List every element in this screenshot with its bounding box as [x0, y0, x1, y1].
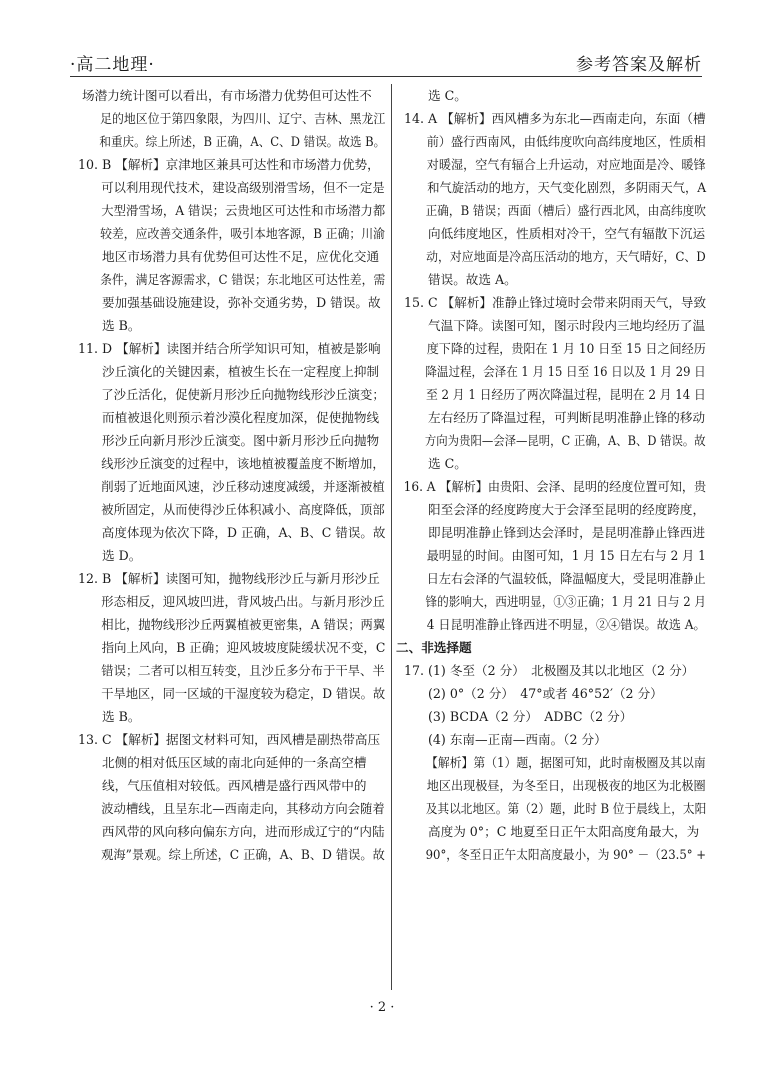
text-line [396, 682, 706, 705]
line-text: 干旱地区，同一区域的干湿度较为稳定，D 错误。故 [101, 686, 386, 701]
text-line [396, 567, 706, 590]
text-line [70, 590, 385, 613]
text-line [396, 84, 706, 107]
line-text: 及其以北地区。第（2）题，此时 B 位于晨线上，太阳 [425, 801, 707, 816]
line-text: 形态相反，迎风坡凹进，背风坡凸出。与新月形沙丘 [101, 594, 385, 609]
line-text: 错误。故选 A。 [428, 272, 517, 287]
question-number: 15. [403, 295, 424, 310]
line-text: 选 C。 [428, 456, 467, 471]
line-text: 选 B。 [102, 709, 141, 724]
line-text: 前）盛行西南风，由低纬度吹向高纬度地区，性质相 [426, 134, 706, 149]
line-text: C 【解析】据图文材料可知，西风槽是副热带高压 [102, 732, 381, 747]
text-line [70, 199, 386, 222]
text-line [396, 107, 706, 130]
line-text: 选 D。 [102, 548, 142, 563]
text-line [70, 107, 386, 130]
text-line [396, 843, 707, 866]
line-text: 至 2 月 1 日经历了两次降温过程，昆明在 2 月 14 日 [425, 387, 706, 402]
line-text: 方向为贵阳—会泽—昆明，C 正确，A、B、D 错误。故 [424, 433, 706, 448]
line-text: 可以利用现代技术，建设高级别滑雪场，但不一定是 [101, 180, 385, 195]
line-text: 足的地区位于第四象限，为四川、辽宁、吉林、黑龙江 [100, 111, 386, 126]
text-line [396, 797, 707, 820]
text-line [70, 659, 385, 682]
line-text: (1) 冬至（2 分） 北极圈及其以北地区（2 分） [428, 663, 695, 678]
text-line [70, 84, 385, 107]
text-line [70, 751, 385, 774]
text-line [70, 567, 385, 590]
text-line [396, 153, 706, 176]
line-text: 大型滑雪场，A 错误；云贵地区可达性和市场潜力都 [101, 203, 386, 218]
line-text: 线，气压值相对较低。西风槽是盛行西风带中的 [102, 778, 367, 793]
line-text: 【解析】第（1）题，据图可知，此时南极圈及其以南 [426, 755, 706, 770]
text-line [396, 590, 706, 613]
text-line [396, 475, 707, 498]
line-text: 高度为 0°；C 地夏至日正午太阳高度角最大，为 [428, 824, 700, 839]
column-divider [391, 84, 392, 990]
text-line [396, 383, 706, 406]
line-text: A 【解析】西风槽多为东北—西南走向，东面（槽 [428, 111, 706, 126]
line-text: 4 日昆明准静止锋西进不明显，②④错误。故选 A。 [426, 617, 706, 632]
text-line [396, 245, 706, 268]
text-line [70, 452, 385, 475]
question-number: 17. [403, 663, 424, 678]
text-line [70, 498, 385, 521]
line-text: 向低纬度地区，性质相对冷干，空气有辐散下沉运 [428, 226, 706, 241]
text-line [396, 406, 706, 429]
text-line [70, 153, 385, 176]
line-text: 气温下降。读图可知，图示时段内三地均经历了温 [428, 318, 706, 333]
text-line [70, 774, 385, 797]
text-line [396, 291, 706, 314]
line-text: 和气旋活动的地方，天气变化剧烈，多阴雨天气，A [427, 180, 707, 195]
line-text: 被所固定，从而使得沙丘体积减小、高度降低，顶部 [101, 502, 385, 517]
text-line [396, 705, 706, 728]
text-line [70, 383, 385, 406]
question-number: 10. [77, 157, 98, 172]
text-line [396, 222, 706, 245]
text-line [396, 337, 706, 360]
line-text: (4) 东南—正南—西南。（2 分） [428, 732, 607, 747]
text-line [70, 130, 386, 153]
text-line [70, 728, 385, 751]
line-text: 正确，B 错误；西面（槽后）盛行西北风，由高纬度吹 [425, 203, 706, 218]
right-column [396, 84, 706, 866]
text-line [396, 452, 706, 475]
left-column [70, 84, 385, 866]
text-line [70, 636, 386, 659]
section-heading [396, 636, 706, 659]
line-text: 场潜力统计图可以看出，有市场潜力优势但可达性不 [82, 88, 372, 103]
line-text: 高度体现为依次下降，D 正确，A、B、C 错误。故 [101, 525, 386, 540]
line-text: 波动槽线，且呈东北—西南走向，其移动方向会随着 [101, 801, 385, 816]
text-line [70, 360, 385, 383]
text-line [396, 429, 706, 452]
line-text: 观海”景观。综上所述，C 正确，A、B、D 错误。故 [101, 847, 385, 862]
line-text: 较差，应改善交通条件，吸引本地客源，B 正确；川渝 [100, 226, 385, 241]
subject-label: ·高二地理· [70, 55, 155, 75]
text-line [70, 245, 385, 268]
text-line [70, 268, 386, 291]
text-line [396, 613, 706, 636]
line-text: 度下降的过程，贵阳在 1 月 10 日至 15 日之间经历 [426, 341, 706, 356]
line-text: 地区出现极昼，为冬至日，出现极夜的地区为北极圈 [426, 778, 706, 793]
text-line [70, 429, 385, 452]
line-text: 对暖湿，空气有辐合上升运动，对应地面是冷、暖锋 [426, 157, 706, 172]
text-line [396, 728, 706, 751]
question-number: 12. [77, 571, 98, 586]
line-text: 条件，满足客源需求，C 错误；东北地区可达性差，需 [100, 272, 386, 287]
line-text: 线形沙丘演变的过程中，该地植被覆盖度不断增加， [101, 456, 385, 471]
line-text: 北侧的相对低压区域的南北向延伸的一条高空槽 [102, 755, 367, 770]
text-line [70, 314, 385, 337]
line-text: 降温过程，会泽在 1 月 15 日至 16 日以及 1 月 29 日 [425, 364, 706, 379]
line-text: (2) 0°（2 分） 47°或者 46°52′（2 分） [428, 686, 663, 701]
line-text: 而植被退化则预示着沙漠化程度加深，促使抛物线 [102, 410, 380, 425]
text-line [396, 751, 706, 774]
line-text: 相比，抛物线形沙丘两翼植被更密集，A 错误；两翼 [101, 617, 386, 632]
text-line [70, 475, 385, 498]
line-text: 沙丘演化的关键因素，植被生长在一定程度上抑制 [102, 364, 380, 379]
text-line [70, 222, 385, 245]
text-line [70, 337, 385, 360]
text-line [70, 176, 385, 199]
text-line [396, 820, 706, 843]
line-text: 动，对应地面是冷高压活动的地方，天气晴好，C、D [426, 249, 706, 264]
line-text: 锋的影响大，西进明显，①③正确；1 月 21 日与 2 月 [425, 594, 706, 609]
line-text: 阳至会泽的经度跨度大于会泽至昆明的经度跨度， [428, 502, 706, 517]
text-line [396, 544, 706, 567]
line-text: (3) BCDA（2 分） ADBC（2 分） [428, 709, 633, 724]
text-line [396, 659, 706, 682]
line-text: 选 B。 [102, 318, 141, 333]
line-text: D 【解析】读图并结合所学知识可知，植被是影响 [102, 341, 381, 356]
text-line [396, 199, 706, 222]
line-text: 削弱了近地面风速，沙丘移动速度减缓，并逐渐被植 [101, 479, 385, 494]
text-line [396, 176, 707, 199]
question-number: 16. [403, 479, 423, 494]
line-text: C 【解析】准静止锋过境时会带来阴雨天气，导致 [428, 295, 707, 310]
text-line [70, 544, 385, 567]
line-text: 地区市场潜力具有优势但可达性不足，应优化交通 [102, 249, 380, 264]
text-line [70, 797, 385, 820]
line-text: 日左右会泽的气温较低，降温幅度大，受昆明准静止 [426, 571, 706, 586]
line-text: 指向上风向，B 正确；迎风坡坡度陡缓状况不变，C [101, 640, 386, 655]
line-text: B 【解析】京津地区兼具可达性和市场潜力优势， [102, 157, 380, 172]
page-number: · 2 · [369, 1000, 395, 1015]
line-text: 最明显的时间。由图可知，1 月 15 日左右与 2 月 1 [426, 548, 706, 563]
text-line [70, 613, 386, 636]
question-number: 11. [77, 341, 98, 356]
line-text: 即昆明准静止锋到达会泽时，是昆明准静止锋西进 [428, 525, 706, 540]
text-line [396, 268, 706, 291]
text-line [70, 682, 386, 705]
text-line [70, 291, 385, 314]
page-header [70, 46, 702, 74]
text-line [70, 406, 385, 429]
line-text: 左右经历了降温过程，可判断昆明准静止锋的移动 [428, 410, 706, 425]
text-line [70, 705, 385, 728]
line-text: 错误；二者可以相互转变，且沙丘多分布于干旱、半 [101, 663, 385, 678]
question-number: 14. [403, 111, 424, 126]
line-text: B 【解析】读图可知，抛物线形沙丘与新月形沙丘 [102, 571, 380, 586]
line-text: 了沙丘活化，促使新月形沙丘向抛物线形沙丘演变； [101, 387, 385, 402]
text-line [396, 521, 706, 544]
text-line [396, 314, 706, 337]
text-line [396, 498, 706, 521]
section-heading-text: 二、非选择题 [396, 640, 472, 655]
header-rule [70, 76, 702, 77]
line-text: 形沙丘向新月形沙丘演变。图中新月形沙丘向抛物 [102, 433, 380, 448]
text-line [70, 820, 384, 843]
line-text: A 【解析】由贵阳、会泽、昆明的经度位置可知，贵 [426, 479, 707, 494]
line-text: 选 C。 [428, 88, 467, 103]
text-line [396, 360, 706, 383]
line-text: 西风带的风向移向偏东方向，进而形成辽宁的“内陆 [101, 824, 385, 839]
document-title: 参考答案及解析 [576, 55, 702, 75]
text-line [396, 130, 706, 153]
line-text: 和重庆。综上所述，B 正确，A、C、D 错误。故选 B。 [99, 134, 386, 149]
question-number: 13. [77, 732, 98, 747]
text-line [396, 774, 706, 797]
text-line [70, 843, 385, 866]
line-text: 要加强基础设施建设，弥补交通劣势，D 错误。故 [102, 295, 381, 310]
text-line [70, 521, 386, 544]
line-text: 90°，冬至日正午太阳高度最小，为 90° －（23.5° + [425, 847, 707, 862]
